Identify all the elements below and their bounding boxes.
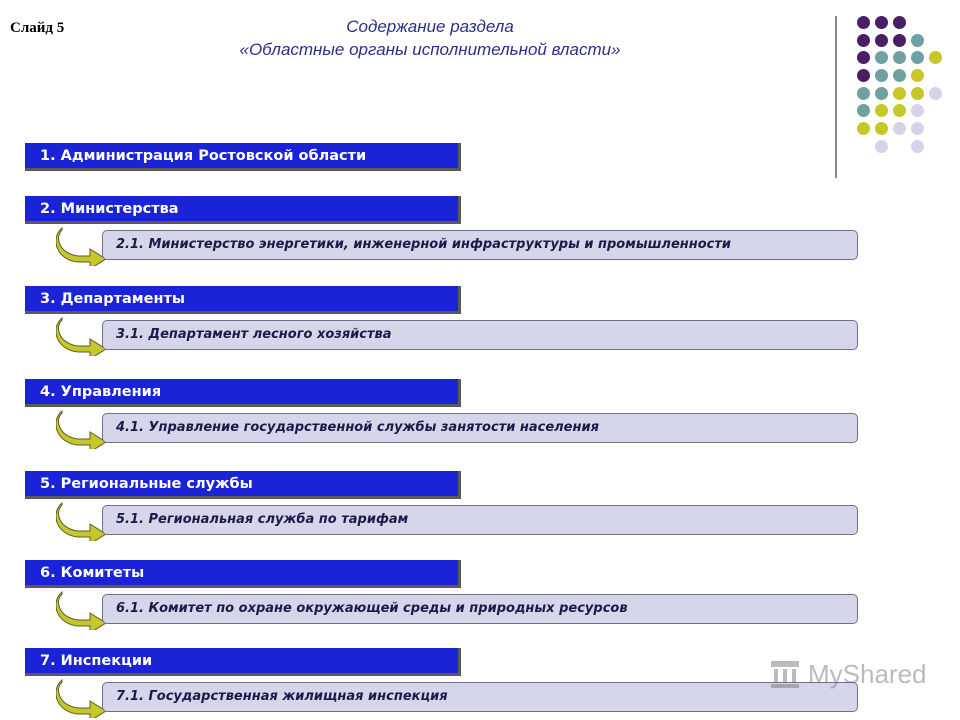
dot-lavender xyxy=(911,140,924,153)
dot-teal xyxy=(893,51,906,64)
dot-teal xyxy=(875,69,888,82)
curved-arrow-icon xyxy=(56,407,108,449)
dot-purple xyxy=(893,34,906,47)
dot-yellow xyxy=(875,122,888,135)
slide-title xyxy=(150,15,710,61)
section-6-committees[interactable]: 6. Комитеты xyxy=(25,560,461,588)
section-3-departments[interactable]: 3. Департаменты xyxy=(25,286,461,314)
dot-purple xyxy=(893,16,906,29)
dot-yellow xyxy=(893,104,906,117)
dot-teal xyxy=(875,87,888,100)
dot-teal xyxy=(893,69,906,82)
dot-lavender xyxy=(875,140,888,153)
subsection-2-1[interactable]: 2.1. Министерство энергетики, инженерной инфраструктуры и промышленности xyxy=(102,230,858,260)
dot-purple xyxy=(857,16,870,29)
subsection-7-1[interactable]: 7.1. Государственная жилищная инспекция xyxy=(102,682,858,712)
dot-purple xyxy=(857,69,870,82)
dot-lavender xyxy=(911,122,924,135)
dot-lavender xyxy=(893,122,906,135)
section-2-ministries[interactable]: 2. Министерства xyxy=(25,196,461,224)
slide-title-line-1: Содержание раздела xyxy=(346,17,514,36)
dot-yellow xyxy=(929,51,942,64)
subsection-3-1[interactable]: 3.1. Департамент лесного хозяйства xyxy=(102,320,858,350)
divider-line xyxy=(835,16,837,178)
watermark-logo xyxy=(768,656,928,692)
dot-yellow xyxy=(875,104,888,117)
dot-teal xyxy=(857,87,870,100)
watermark-text: MyShared xyxy=(808,658,927,689)
dot-lavender xyxy=(929,87,942,100)
section-4-directorates[interactable]: 4. Управления xyxy=(25,379,461,407)
dot-teal xyxy=(875,51,888,64)
dot-yellow xyxy=(857,122,870,135)
dot-teal xyxy=(857,104,870,117)
dot-yellow xyxy=(893,87,906,100)
curved-arrow-icon xyxy=(56,224,108,266)
curved-arrow-icon xyxy=(56,588,108,630)
slide-label: Слайд 5 xyxy=(10,20,65,36)
curved-arrow-icon xyxy=(56,499,108,541)
subsection-5-1[interactable]: 5.1. Региональная служба по тарифам xyxy=(102,505,858,535)
dot-purple xyxy=(875,34,888,47)
curved-arrow-icon xyxy=(56,314,108,356)
section-5-regional-services[interactable]: 5. Региональные службы xyxy=(25,471,461,499)
dot-teal xyxy=(911,51,924,64)
watermark-building-icon xyxy=(768,657,802,691)
dot-purple xyxy=(857,34,870,47)
section-1-administration[interactable]: 1. Администрация Ростовской области xyxy=(25,143,461,171)
slide-title-line-2: «Областные органы исполнительной власти» xyxy=(239,40,621,59)
dot-purple xyxy=(875,16,888,29)
section-7-inspections[interactable]: 7. Инспекции xyxy=(25,648,461,676)
subsection-4-1[interactable]: 4.1. Управление государственной службы занятости населения xyxy=(102,413,858,443)
dot-yellow xyxy=(911,69,924,82)
dot-yellow xyxy=(911,87,924,100)
dot-purple xyxy=(857,51,870,64)
dot-teal xyxy=(911,34,924,47)
dot-lavender xyxy=(911,104,924,117)
curved-arrow-icon xyxy=(56,676,108,718)
subsection-6-1[interactable]: 6.1. Комитет по охране окружающей среды и природных ресурсов xyxy=(102,594,858,624)
